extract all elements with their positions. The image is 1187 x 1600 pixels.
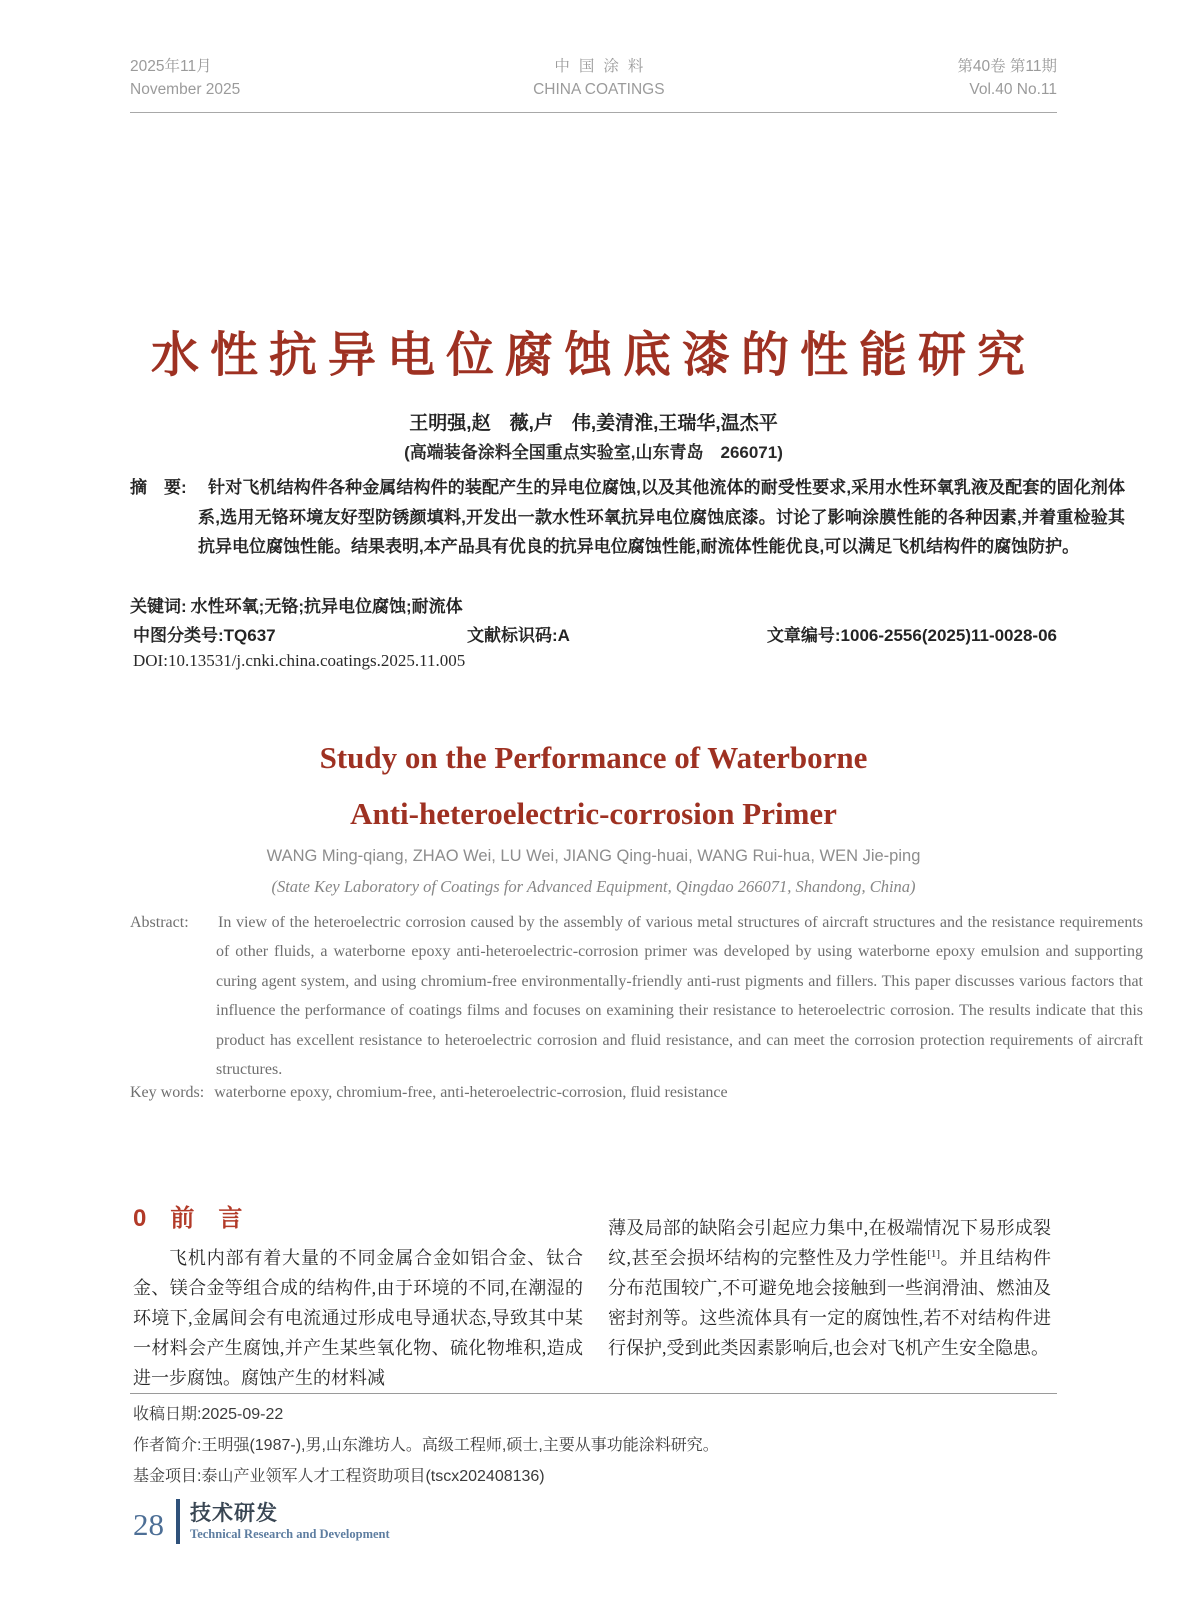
journal-header [130,55,1057,101]
page-number: 28 [133,1506,164,1542]
column-name-cn: 技术研发 [190,1502,278,1525]
author-bio: 作者简介:王明强(1987-),男,山东潍坊人。高级工程师,硕士,主要从事功能涂料研究。 [133,1437,719,1454]
keywords-text-cn: 水性环氧;无铬;抗异电位腐蚀;耐流体 [190,597,463,616]
header-divider [130,112,1057,113]
keywords-label-cn: 关键词: [130,597,187,616]
affiliation-en: (State Key Laboratory of Coatings for Advanced Equipment, Qingdao 266071, Shandong, China) [271,877,916,896]
header-journal-name [533,55,664,101]
section-0-heading: 0 前 言 [133,1205,243,1232]
document-code: 文献标识码:A [467,626,570,645]
article-title-en-line1: Study on the Performance of Waterborne [319,740,868,775]
keywords-en [130,1084,1057,1102]
reference-superscript: [1] [927,1248,941,1260]
abstract-text-cn: 针对飞机结构件各种金属结构件的装配产生的异电位腐蚀,以及其他流体的耐受性要求,采用水性环氧乳液及配套的固化剂体系,选用无铬环境友好型防锈颜填料,开发出一款水性环氧抗异电位腐蚀底漆。讨论了影响涂膜性能的各种因素,并着重检验其抗异电位腐蚀性能。结果表明,本产品具有优良的抗异电位腐蚀性能,耐流体性能优良,可以满足飞机结构件的腐蚀防护。 [198,478,1125,556]
intro-column-left [133,1243,583,1393]
footer-divider-bar [176,1499,180,1544]
journal-name-en: CHINA COATINGS [533,81,665,98]
keywords-label-en: Key words: [130,1084,205,1101]
article-title-en-line2: Anti-heteroelectric-corrosion Primer [350,796,837,831]
footnotes [133,1399,1057,1492]
footnote-divider [130,1393,1057,1394]
intro-right-text-cont: 。并且结构件分布范围较广,不可避免地会接触到一些润滑油、燃油及密封剂等。这些流体具有一定的腐蚀性,若不对结构件进行保护,受到此类因素影响后,也会对飞机产生安全隐患。 [608,1248,1052,1358]
abstract-label-en: Abstract: [130,914,189,931]
header-issue-date [130,55,240,101]
funding-project: 基金项目:泰山产业领军人才工程资助项目(tscx202408136) [133,1468,545,1485]
header-volume-issue [957,55,1057,101]
article-id: 文章编号:1006-2556(2025)11-0028-06 [766,626,1057,645]
intro-column-right [608,1213,1051,1363]
keywords-text-en: waterborne epoxy, chromium-free, anti-heteroelectric-corrosion, fluid resistance [214,1084,728,1101]
affiliation-cn: (高端装备涂料全国重点实验室,山东青岛 266071) [404,443,783,462]
abstract-cn [130,473,1125,562]
classification-row [130,621,1057,645]
volume-issue-cn: 第40卷 第11期 [957,58,1057,75]
abstract-en [130,908,1143,1084]
issue-date-en: November 2025 [130,81,241,98]
authors-cn: 王明强,赵 薇,卢 伟,姜清淮,王瑞华,温杰平 [409,413,778,434]
intro-paragraph-left: 飞机内部有着大量的不同金属合金如铝合金、钛合金、镁合金等组合成的结构件,由于环境的不同,在潮湿的环境下,金属间会有电流通过形成电导通状态,导致其中某一材料会产生腐蚀,并产生某些氧化物、硫化物堆积,造成进一步腐蚀。腐蚀产生的材料减 [133,1248,583,1388]
column-name-en: Technical Research and Development [190,1527,390,1541]
article-title-en [0,730,1187,842]
volume-issue-en: Vol.40 No.11 [969,81,1057,98]
received-date: 收稿日期:2025-09-22 [133,1406,284,1423]
abstract-label-cn: 摘 要: [130,478,187,497]
clc-number: 中图分类号:TQ637 [133,626,276,645]
intro-paragraph-right [608,1213,1051,1363]
column-section [190,1501,390,1542]
doi: DOI:10.13531/j.cnki.china.coatings.2025.11.005 [133,651,466,670]
intro-right-text: 薄及局部的缺陷会引起应力集中,在极端情况下易形成裂纹,甚至会损坏结构的完整性及力学性能 [608,1218,1051,1268]
journal-name-cn: 中国涂料 [554,58,653,75]
page-footer [133,1499,390,1544]
keywords-cn [130,592,1057,617]
issue-date-cn: 2025年11月 [130,58,212,75]
authors-en: WANG Ming-qiang, ZHAO Wei, LU Wei, JIANG Qing-huai, WANG Rui-hua, WEN Jie-ping [266,847,921,865]
article-title-cn: 水性抗异电位腐蚀底漆的性能研究 [150,329,1036,382]
abstract-text-en: In view of the heteroelectric corrosion caused by the assembly of various metal structures of aircraft structures and the resistance requirements of other fluids, a waterborne epoxy anti-heteroelectric-corrosion primer was developed by using waterborne epoxy emulsion and supporting curing agent system, and using chromium-free environmentally-friendly anti-rust pigments and fillers. This paper discusses various factors that influence the performance of coatings films and focuses on examining their resistance to heteroelectric corrosion. The results indicate that this product has excellent resistance to heteroelectric corrosion and fluid resistance, and can meet the corrosion protection requirements of aircraft structures. [216,914,1143,1079]
